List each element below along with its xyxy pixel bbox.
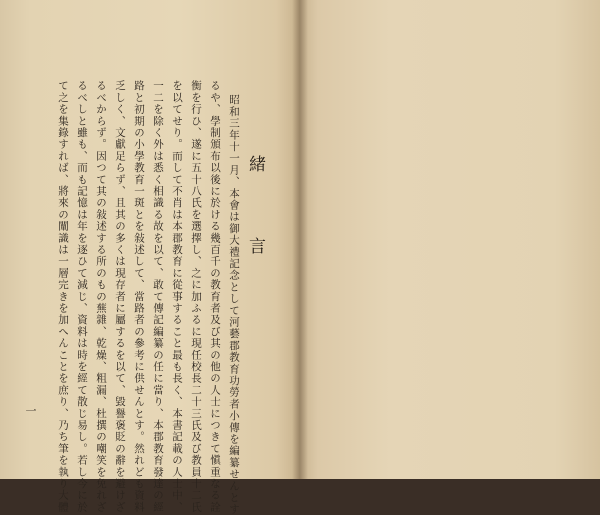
text-line-3: 衡を行ひ、遂に五十八氏を選擇し、之に加ふるに現任校長二十三氏及び教員十二氏: [190, 80, 202, 513]
text-line-8: るべからず。因つて其の敍述する所のもの蕪雜、乾燥、粗漏、杜撰の嘲笑を免れざ: [95, 80, 107, 513]
text-line-2: るや、學制頒布以後に於ける幾百千の教育者及び其の他の人士につきて愼重なる詮: [209, 80, 221, 513]
text-line-10: て之を集錄すれば、將來の闡識は一層完きを加へんことを庶り、乃ち筆を執り大體: [57, 80, 69, 513]
book-gutter: [292, 0, 308, 479]
text-line-5: 一二を除く外は悉く相識る故を以て、敢て傳記編纂の任に當り、本郡教育發達の經: [152, 80, 164, 513]
text-line-4: を以てせり。而して不肖は本郡教育に從事すること最も長く、本書記載の人士中、: [171, 80, 183, 513]
preface-title-char-2: 言: [249, 237, 266, 257]
preface-title-char-1: 緒: [249, 155, 266, 175]
text-line-6: 路と初期の小學教育一斑とを敍述して、當路者の參考に供せんとす。然れども資料: [133, 80, 145, 513]
text-line-1: 昭和三年十一月、本會は御大禮記念として河藝郡教育功勞者小傳を編纂せんとす: [228, 94, 240, 515]
text-line-7: 乏しく、文獻足らず、且其の多くは現存者に屬するを以て、毀譽褒貶の辭を避けざ: [114, 80, 126, 513]
text-line-9: るべしと雖も、而も記憶は年を逐ひて減じ、資料は時を經て散じ易し。若し今に於: [76, 80, 88, 513]
right-page-blank: [300, 0, 600, 479]
page-marker: 一: [24, 405, 37, 418]
